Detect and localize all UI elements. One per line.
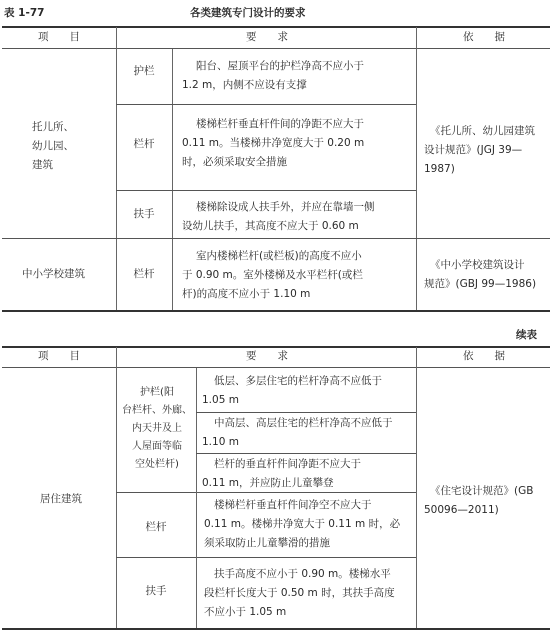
t2-sub-name: 扶手 — [145, 585, 167, 597]
t1-header-req: 要 求 — [246, 31, 288, 43]
t2-rail-name: 护栏(阳 台栏杆、外廊、 内天井及上 人屋面等临 空处栏杆) — [122, 387, 192, 470]
t1-sub-name: 栏杆 — [133, 138, 155, 150]
t1-row-rule — [2, 238, 550, 239]
t1-header-basis: 依 据 — [463, 31, 505, 43]
t2-header-basis: 依 据 — [463, 350, 505, 362]
t2-header-rule — [2, 367, 550, 368]
t1-sub-text: 楼梯栏杆垂直杆件间的净距不应大于 0.11 m。当楼梯井净宽度大于 0.20 m 时，必须采取安全措施 — [182, 118, 365, 168]
t1-col-divider-3 — [416, 27, 417, 310]
t2-sub-text: 楼梯栏杆垂直杆件间净空不应大于 0.11 m。楼梯井净宽大于 0.11 m 时，必 须采取防止儿童攀滑的措施 — [204, 499, 401, 549]
t1-header-item: 项 目 — [38, 31, 80, 43]
t1-header-rule — [2, 48, 550, 49]
t1-sub-name: 栏杆 — [133, 268, 155, 280]
t1-sub-name: 扶手 — [133, 208, 155, 220]
continued-label: 续表 — [516, 329, 537, 341]
t2-rail-rule — [196, 412, 416, 413]
t2-sub-rule — [116, 557, 416, 558]
t2-sub-name: 栏杆 — [145, 521, 167, 533]
t2-rail-item: 低层、多层住宅的栏杆净高不应低于 1.05 m — [202, 375, 382, 406]
t1-sub-text: 楼梯除设成人扶手外，并应在靠墙一侧 设幼儿扶手，其高度不应大于 0.60 m — [182, 201, 375, 232]
t1-basis-nursery: 《托儿所、幼儿园建筑 设计规范》(JGJ 39— 1987) — [424, 125, 535, 175]
table-number: 表 1-77 — [4, 7, 45, 19]
t1-basis-school: 《中小学校建筑设计 规范》(GBJ 99—1986) — [424, 259, 537, 290]
t1-bottom-rule — [2, 310, 550, 312]
t2-rail-item: 栏杆的垂直杆件间净距不应大于 0.11 m，并应防止儿童攀登 — [202, 458, 361, 489]
t2-col-divider-3 — [416, 347, 417, 628]
t1-category-nursery: 托儿所、 幼儿园、 建筑 — [32, 121, 74, 171]
t2-sub-text: 扶手高度不应小于 0.90 m。楼梯水平 段栏杆长度大于 0.50 m 时，其扶手高度 不应小于 1.05 m — [204, 568, 395, 618]
t1-sub-name: 护栏 — [133, 65, 155, 77]
t2-header-item: 项 目 — [38, 350, 80, 362]
t2-sub-rule — [116, 492, 416, 493]
t2-header-req: 要 求 — [246, 350, 288, 362]
t1-col-divider-2 — [172, 49, 173, 310]
t2-basis-residential: 《住宅设计规范》(GB 50096—2011) — [424, 485, 534, 516]
t2-col-divider-2 — [196, 368, 197, 492]
t1-sub-rule — [116, 190, 416, 191]
t2-bottom-rule — [2, 628, 550, 630]
t1-category-school: 中小学校建筑 — [22, 268, 85, 280]
t2-col-divider-2b — [196, 492, 197, 628]
t1-sub-text: 室内楼梯栏杆(或栏板)的高度不应小 于 0.90 m。室外楼梯及水平栏杆(或栏 杆)的高度不应小于 1.10 m — [182, 250, 363, 300]
t1-sub-text: 阳台、屋顶平台的护栏净高不应小于 1.2 m，内侧不应设有支撑 — [182, 60, 364, 91]
table-title: 各类建筑专门设计的要求 — [190, 7, 306, 19]
t2-rail-rule — [196, 453, 416, 454]
t2-rail-item: 中高层、高层住宅的栏杆净高不应低于 1.10 m — [202, 417, 393, 448]
t1-sub-rule — [116, 104, 416, 105]
t2-category-residential: 居住建筑 — [40, 493, 82, 505]
